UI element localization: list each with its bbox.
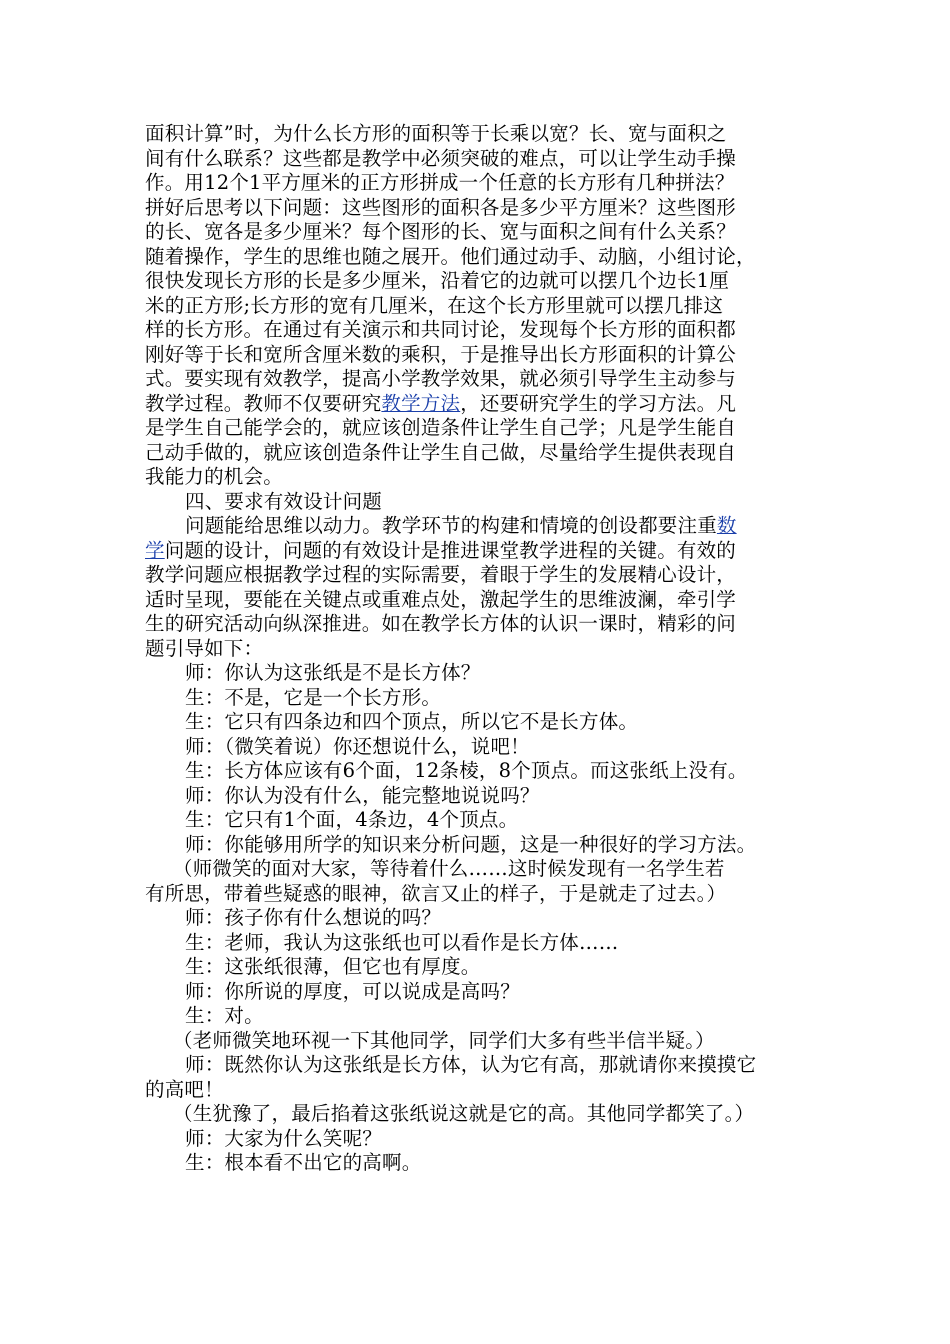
dialogue-line: 师：你认为没有什么，能完整地说说吗？ — [185, 783, 540, 807]
dialogue-line: 的高吧！ — [145, 1077, 224, 1101]
math-link-part2[interactable]: 学 — [145, 538, 165, 562]
text-line: 适时呈现，要能在关键点或重难点处，激起学生的思维波澜，牵引学 — [145, 587, 737, 611]
dialogue-line: 师：大家为什么笑呢？ — [185, 1126, 383, 1150]
dialogue-line: 生：对。 — [185, 1004, 264, 1027]
dialogue-line: 生：它只有四条边和四个顶点，所以它不是长方体。 — [185, 710, 639, 733]
text-line: 是学生自己能学会的，就应该创造条件让学生自己学；凡是学生能自 — [145, 416, 737, 439]
text-line: 面积计算”时，为什么长方形的面积等于长乘以宽？长、宽与面积之 — [145, 122, 727, 145]
dialogue-line: 生：不是，它是一个长方形。 — [185, 685, 442, 709]
dialogue-line: 师：你认为这张纸是不是长方体？ — [185, 661, 481, 684]
text-line: 己动手做的，就应该创造条件让学生自己做，尽量给学生提供表现自 — [145, 440, 737, 464]
text-line: 作。用12个1平方厘米的正方形拼成一个任意的长方形有几种拼法？ — [145, 171, 735, 194]
text-line-with-link — [145, 514, 809, 539]
text-line: 的长、宽各是多少厘米？每个图形的长、宽与面积之间有什么关系？ — [145, 220, 737, 243]
dialogue-line: 生：根本看不出它的高啊。 — [185, 1151, 422, 1174]
dialogue-line: 师：（微笑着说）你还想说什么，说吧！ — [185, 734, 530, 758]
dialogue-line: 师：既然你认为这张纸是长方体，认为它有高，那就请你来摸摸它 — [185, 1053, 757, 1076]
text-line: 很快发现长方形的长是多少厘米，沿着它的边就可以摆几个边长1厘 — [145, 269, 729, 292]
section-heading: 四、要求有效设计问题 — [185, 489, 383, 513]
text-line: 随着操作，学生的思维也随之展开。他们通过动手、动脑，小组讨论， — [145, 244, 756, 268]
text-segment: 问题的设计，问题的有效设计是推进课堂教学进程的关键。有效的 — [164, 538, 737, 562]
stage-direction: （生犹豫了，最后掐着这张纸说这就是它的高。其他同学都笑了。） — [173, 1102, 755, 1125]
text-line-with-link — [145, 539, 809, 564]
text-segment: ，还要研究学生的学习方法。凡 — [460, 391, 737, 415]
text-line: 样的长方形。在通过有关演示和共同讨论，发现每个长方形的面积都 — [145, 318, 737, 341]
text-segment: 教学过程。教师不仅要研究 — [145, 391, 382, 415]
stage-direction: （老师微笑地环视一下其他同学，同学们大多有些半信半疑。） — [173, 1028, 715, 1052]
text-line: 题引导如下： — [145, 636, 264, 660]
stage-direction: 有所思，带着些疑惑的眼神，欲言又止的样子，于是就走了过去。） — [145, 881, 727, 905]
dialogue-line: 生：长方体应该有6个面，12条棱，8个顶点。而这张纸上没有。 — [185, 759, 748, 782]
text-line: 间有什么联系？这些都是教学中必须突破的难点，可以让学生动手操 — [145, 146, 737, 170]
dialogue-line: 生：这张纸很薄，但它也有厚度。 — [185, 955, 481, 978]
text-line: 生的研究活动向纵深推进。如在教学长方体的认识一课时，精彩的问 — [145, 612, 737, 635]
text-line: 刚好等于长和宽所含厘米数的乘积，于是推导出长方形面积的计算公 — [145, 342, 737, 366]
math-link-part1[interactable]: 数 — [716, 514, 737, 537]
stage-direction: （师微笑的面对大家，等待着什么……这时候发现有一名学生若 — [173, 857, 725, 880]
text-segment: 问题能给思维以动力。教学环节的构建和情境的创设都要注重 — [185, 514, 717, 537]
text-line: 米的正方形;长方形的宽有几厘米，在这个长方形里就可以摆几排这 — [145, 293, 724, 317]
teaching-method-link[interactable]: 教学方法 — [381, 391, 461, 415]
text-line: 我能力的机会。 — [145, 465, 283, 488]
text-line: 拼好后思考以下问题：这些图形的面积各是多少平方厘米？这些图形 — [145, 195, 737, 219]
dialogue-line: 师：你所说的厚度，可以说成是高吗？ — [185, 979, 520, 1003]
text-line: 教学问题应根据教学过程的实际需要，着眼于学生的发展精心设计， — [145, 563, 737, 586]
text-line: 式。要实现有效教学，提高小学教学效果，就必须引导学生主动参与 — [145, 367, 737, 390]
dialogue-line: 生：它只有1个面，4条边，4个顶点。 — [185, 808, 519, 831]
dialogue-line: 师：孩子你有什么想说的吗？ — [185, 906, 442, 929]
text-line-with-link — [145, 392, 809, 417]
dialogue-line: 师：你能够用所学的知识来分析问题，这是一种很好的学习方法。 — [185, 832, 757, 856]
dialogue-line: 生：老师，我认为这张纸也可以看作是长方体…… — [185, 930, 619, 954]
document-page — [145, 122, 809, 1176]
